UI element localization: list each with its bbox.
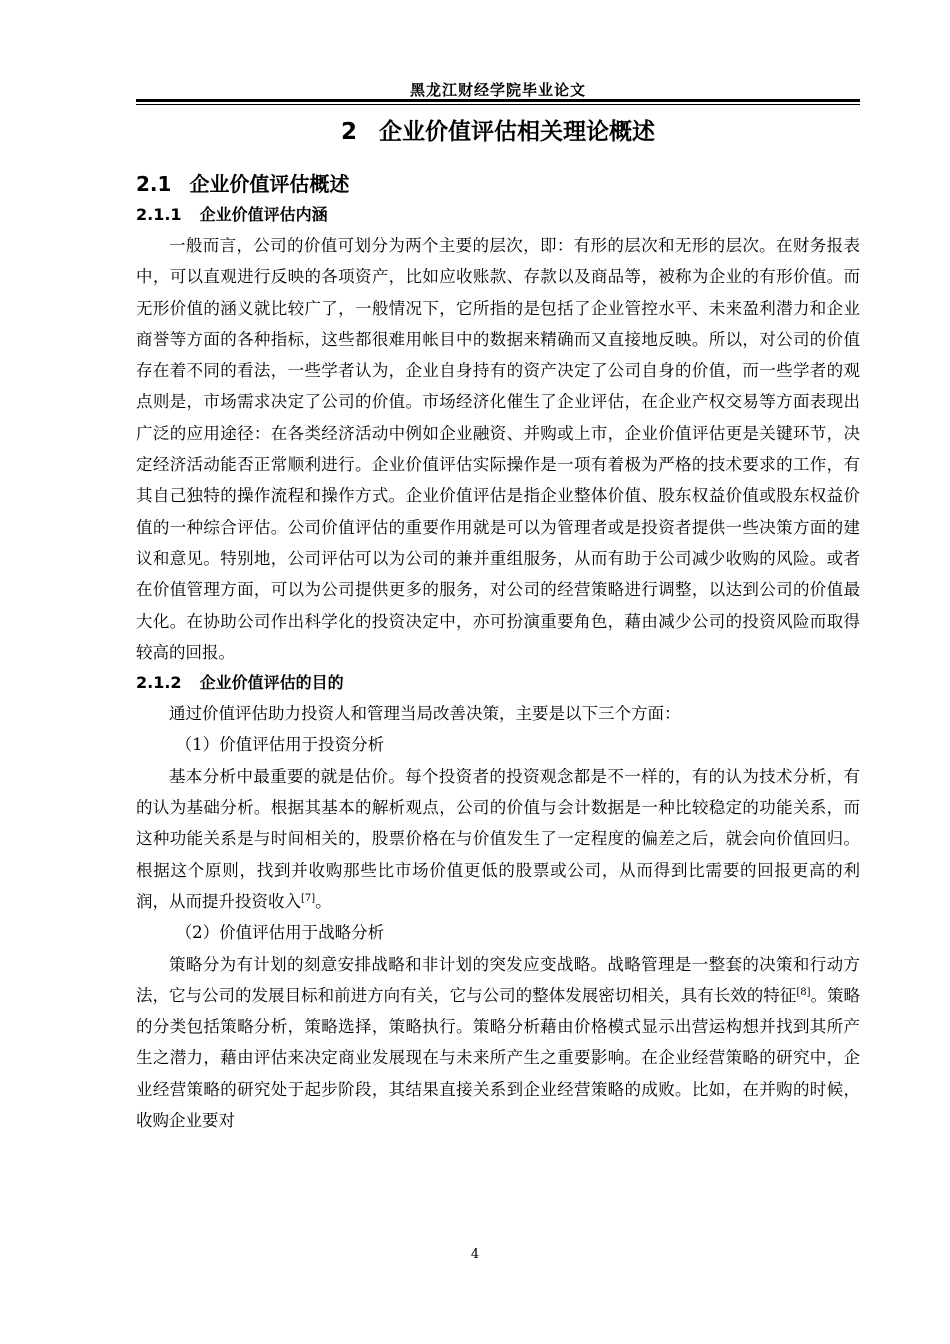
running-header: 黑龙江财经学院毕业论文	[409, 81, 586, 99]
subsection-heading-2	[136, 668, 860, 698]
subsection-title-2: 企业价值评估的目的	[199, 673, 344, 693]
section-heading	[136, 168, 860, 200]
page-body	[136, 112, 860, 1136]
section-title: 企业价值评估概述	[189, 172, 350, 196]
subsection-number-2: 2.1.2	[136, 673, 182, 693]
citation-7: [7]	[301, 892, 316, 904]
chapter-number: 2	[340, 119, 357, 145]
paragraph-4	[136, 949, 860, 1137]
section-number: 2.1	[136, 172, 172, 196]
paragraph-4-text-b: 。策略的分类包括策略分析，策略选择，策略执行。策略分析藉由价格模式显示出营运构想并找到其所产生之潜力，藉由评估来决定商业发展现在与未来所产生之重要影响。在企业经营策略的研究中，企业经营策略的研究处于起步阶段，其结果直接关系到企业经营策略的成败。比如，在并购的时候，收购企业要对	[136, 985, 861, 1131]
paragraph-1: 一般而言，公司的价值可划分为两个主要的层次，即：有形的层次和无形的层次。在财务报表中，可以直观进行反映的各项资产，比如应收账款、存款以及商品等，被称为企业的有形价值。而无形价值的涵义就比较广了，一般情况下，它所指的是包括了企业管控水平、未来盈利潜力和企业商誉等方面的各种指标，这些都很难用帐目中的数据来精确而又直接地反映。所以，对公司的价值存在着不同的看法，一些学者认为，企业自身持有的资产决定了公司自身的价值，而一些学者的观点则是，市场需求决定了公司的价值。市场经济化催生了企业评估，在企业产权交易等方面表现出广泛的应用途径：在各类经济活动中例如企业融资、并购或上市，企业价值评估更是关键环节，决定经济活动能否正常顺利进行。企业价值评估实际操作是一项有着极为严格的技术要求的工作，有其自己独特的操作流程和操作方式。企业价值评估是指企业整体价值、股东权益价值或股东权益价值的一种综合评估。公司价值评估的重要作用就是可以为管理者或是投资者提供一些决策方面的建议和意见。特别地，公司评估可以为公司的兼并重组服务，从而有助于公司减少收购的风险。或者在价值管理方面，可以为公司提供更多的服务，对公司的经营策略进行调整，以达到公司的价值最大化。在协助公司作出科学化的投资决定中，亦可扮演重要角色，藉由减少公司的投资风险而取得较高的回报。	[136, 236, 860, 662]
header-rule-thick	[136, 99, 860, 102]
paragraph-4-text-a: 策略分为有计划的刻意安排战略和非计划的突发应变战略。战略管理是一整套的决策和行动方法，它与公司的发展目标和前进方向有关，它与公司的整体发展密切相关，具有长效的特征	[136, 954, 860, 1005]
chapter-heading	[136, 112, 860, 152]
list-item-2: （2）价值评估用于战略分析	[175, 923, 385, 943]
page-number: 4	[470, 1247, 480, 1262]
citation-8: [8]	[796, 986, 811, 998]
chapter-title: 企业价值评估相关理论概述	[379, 119, 655, 145]
list-item-1: （1）价值评估用于投资分析	[175, 735, 385, 755]
subsection-heading-1	[136, 200, 860, 230]
paragraph-3-text: 基本分析中最重要的就是估价。每个投资者的投资观念都是不一样的，有的认为技术分析，有的认为基础分析。根据其基本的解析观点，公司的价值与会计数据是一种比较稳定的功能关系，而这种功能关系是与时间相关的，股票价格在与价值发生了一定程度的偏差之后，就会向价值回归。根据这个原则，找到并收购那些比市场价值更低的股票或公司，从而得到比需要的回报更高的利润，从而提升投资收入	[136, 766, 860, 911]
paragraph-3	[136, 761, 860, 917]
subsection-number-1: 2.1.1	[136, 205, 182, 224]
subsection-title-1: 企业价值评估内涵	[199, 205, 328, 224]
paragraph-2: 通过价值评估助力投资人和管理当局改善决策，主要是以下三个方面：	[169, 704, 681, 724]
header-rule-thin	[136, 104, 860, 105]
paragraph-3-end: 。	[315, 891, 332, 911]
